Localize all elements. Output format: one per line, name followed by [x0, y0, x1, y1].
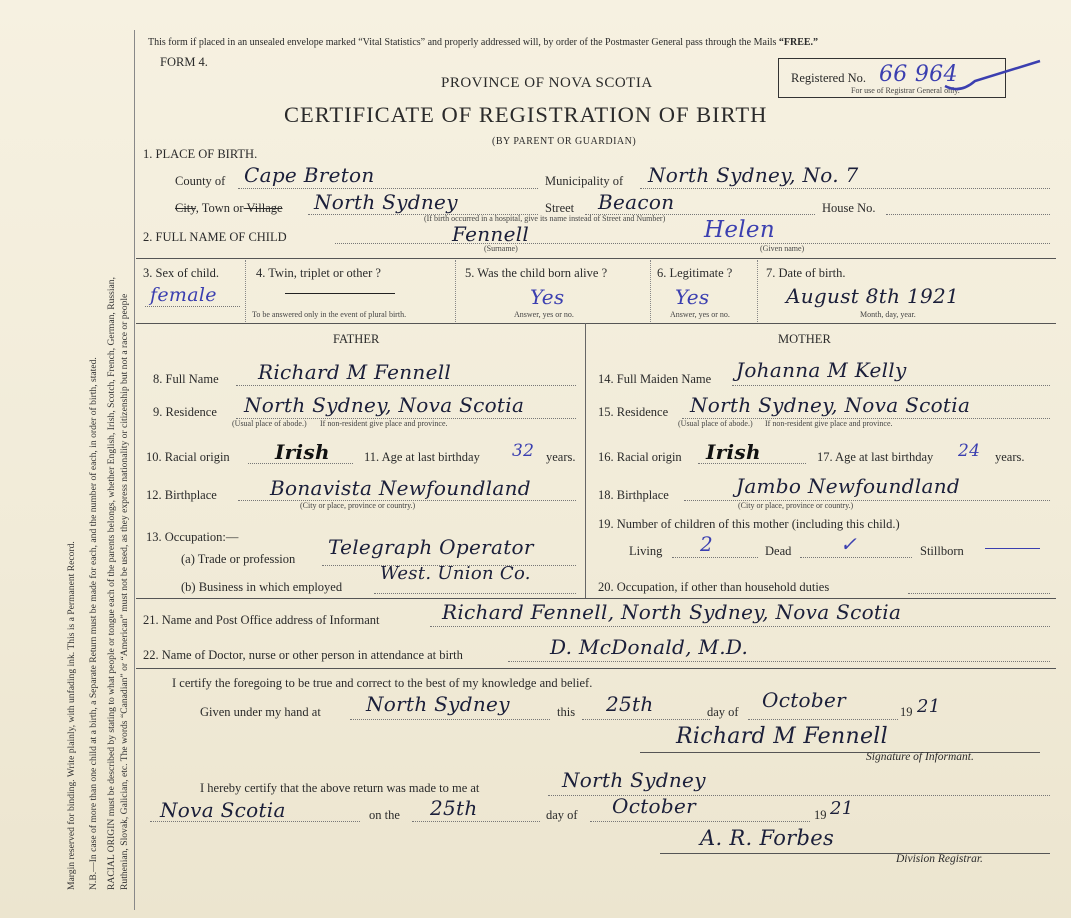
given-year-value: 21	[917, 696, 941, 717]
dead-value: ✓	[840, 532, 858, 556]
date-of-birth-value: August 8th 1921	[786, 284, 960, 308]
mother-birthplace-label: 18. Birthplace	[598, 488, 669, 502]
father-trade-value: Telegraph Operator	[328, 535, 534, 559]
given-year-prefix: 19	[900, 705, 913, 719]
father-name-label: 8. Full Name	[153, 372, 219, 386]
father-residence-label: 9. Residence	[153, 405, 217, 419]
street-label: Street	[545, 201, 575, 215]
stillborn-label: Stillborn	[920, 544, 964, 558]
legitimate-value: Yes	[675, 285, 710, 309]
stillborn-dash	[985, 548, 1040, 549]
child-name-heading: 2. FULL NAME OF CHILD	[143, 230, 287, 244]
margin-note-4: Ruthenian, Slovak, Galician, etc. The words “Canadian” or “American” must not be used, as they express nationality or citizenship but not a race or people	[119, 293, 130, 890]
sex-value: female	[150, 284, 217, 306]
registrar-signature: A. R. Forbes	[700, 826, 835, 850]
registrar-day-value: 25th	[430, 796, 478, 820]
mother-name-value: Johanna M Kelly	[736, 358, 907, 382]
registrar-use-note: For use of Registrar General only.	[851, 86, 960, 95]
father-nonres-caption: If non-resident give place and province.	[320, 419, 448, 428]
father-name-value: Richard M Fennell	[258, 360, 452, 384]
father-heading: FATHER	[333, 332, 380, 346]
given-day-of-label: day of	[707, 705, 739, 719]
date-of-birth-label: 7. Date of birth.	[766, 266, 846, 280]
living-label: Living	[629, 544, 663, 558]
child-surname: Fennell	[452, 222, 530, 246]
father-age-label: 11. Age at last birthday	[364, 450, 480, 464]
mother-racial-value: Irish	[706, 440, 761, 464]
street-value: Beacon	[598, 190, 675, 214]
mother-children-label: 19. Number of children of this mother (including this child.)	[598, 517, 900, 531]
municipality-label: Municipality of	[545, 174, 624, 188]
informant-signature: Richard M Fennell	[676, 724, 888, 749]
county-label: County of	[175, 174, 226, 188]
mother-birthplace-caption: (City or place, province or country.)	[738, 501, 854, 510]
mother-racial-label: 16. Racial origin	[598, 450, 682, 464]
father-business-value: West. Union Co.	[380, 563, 531, 584]
given-day-value: 25th	[606, 692, 654, 716]
date-of-birth-caption: Month, day, year.	[860, 310, 916, 319]
informant-label: 21. Name and Post Office address of Informant	[143, 613, 380, 627]
registrar-year-value: 21	[830, 798, 854, 819]
hospital-note: (If birth occurred in a hospital, give its name instead of Street and Number)	[424, 214, 666, 223]
province-heading: PROVINCE OF NOVA SCOTIA	[441, 75, 653, 91]
living-value: 2	[700, 532, 714, 556]
mother-residence-caption: (Usual place of abode.)	[678, 419, 753, 428]
signature-caption: Signature of Informant.	[866, 751, 974, 763]
dead-label: Dead	[765, 544, 792, 558]
father-trade-label: (a) Trade or profession	[181, 552, 296, 566]
town-value: North Sydney	[314, 190, 458, 214]
registered-number: 66 964	[879, 62, 958, 87]
given-place-value: North Sydney	[366, 692, 510, 716]
doctor-value: D. McDonald, M.D.	[550, 635, 749, 659]
father-occupation-label: 13. Occupation:—	[146, 530, 239, 544]
registrar-place2-value: Nova Scotia	[160, 798, 286, 822]
mother-years-label: years.	[995, 450, 1025, 464]
page-title: CERTIFICATE OF REGISTRATION OF BIRTH	[284, 102, 768, 127]
given-month-value: October	[762, 688, 846, 712]
mother-age-value: 24	[958, 441, 981, 461]
margin-rule	[134, 30, 135, 910]
house-number-label: House No.	[822, 201, 876, 215]
father-birthplace-value: Bonavista Newfoundland	[270, 476, 531, 500]
postal-note: This form if placed in an unsealed envelope marked “Vital Statistics” and properly addressed will, by order of the Postmaster General pass through the Mails “FREE.”	[148, 37, 819, 48]
twin-caption: To be answered only in the event of plural birth.	[252, 310, 407, 319]
mother-residence-value: North Sydney, Nova Scotia	[690, 393, 971, 417]
page-subtitle: (BY PARENT OR GUARDIAN)	[492, 136, 637, 147]
born-alive-label: 5. Was the child born alive ?	[465, 266, 608, 280]
father-business-label: (b) Business in which employed	[181, 580, 343, 594]
margin-note-2: N.B.—In case of more than one child at a birth, a Separate Return must be made for each, and the number of each, in order of birth, stated.	[88, 357, 99, 890]
margin-note-1: Margin reserved for binding. Write plainly, with unfading ink. This is a Permanent Record.	[66, 541, 77, 890]
mother-occupation-label: 20. Occupation, if other than household duties	[598, 580, 830, 594]
father-racial-label: 10. Racial origin	[146, 450, 230, 464]
father-residence-caption: (Usual place of abode.)	[232, 419, 307, 428]
mother-age-label: 17. Age at last birthday	[817, 450, 934, 464]
father-age-value: 32	[512, 441, 535, 461]
given-under-label: Given under my hand at	[200, 705, 321, 719]
parents-divider	[585, 323, 586, 598]
city-town-village-label: City, Town or Village	[175, 201, 283, 215]
checkmark-icon	[940, 56, 1050, 96]
registrar-on-the-label: on the	[369, 808, 400, 822]
informant-certify-text: I certify the foregoing to be true and correct to the best of my knowledge and belief.	[172, 676, 593, 690]
doctor-label: 22. Name of Doctor, nurse or other person in attendance at birth	[143, 648, 463, 662]
mother-residence-label: 15. Residence	[598, 405, 669, 419]
registrar-place-value: North Sydney	[562, 768, 706, 792]
born-alive-value: Yes	[530, 285, 565, 309]
registered-label: Registered No.	[791, 71, 866, 85]
father-racial-value: Irish	[275, 440, 330, 464]
county-value: Cape Breton	[244, 163, 375, 187]
form-number: FORM 4.	[160, 55, 208, 69]
registrar-certify-text: I hereby certify that the above return was made to me at	[200, 781, 480, 795]
mother-nonres-caption: If non-resident give place and province.	[765, 419, 893, 428]
registrar-month-value: October	[612, 794, 696, 818]
twin-value-dash	[285, 293, 395, 294]
registrar-day-of-label: day of	[546, 808, 578, 822]
legitimate-label: 6. Legitimate ?	[657, 266, 733, 280]
father-years-label: years.	[546, 450, 576, 464]
father-birthplace-label: 12. Birthplace	[146, 488, 217, 502]
municipality-value: North Sydney, No. 7	[648, 163, 859, 187]
margin-note-3: RACIAL ORIGIN must be described by stating to what people or tongue each of the parents belongs, whether English, Irish, Scotch, French, German, Russian,	[106, 277, 117, 890]
mother-heading: MOTHER	[778, 332, 831, 346]
legitimate-caption: Answer, yes or no.	[670, 310, 730, 319]
born-alive-caption: Answer, yes or no.	[514, 310, 574, 319]
informant-value: Richard Fennell, North Sydney, Nova Scotia	[442, 600, 902, 624]
twin-label: 4. Twin, triplet or other ?	[256, 266, 381, 280]
sex-label: 3. Sex of child.	[143, 266, 220, 280]
father-birthplace-caption: (City or place, province or country.)	[300, 501, 416, 510]
place-of-birth-heading: 1. PLACE OF BIRTH.	[143, 147, 258, 161]
given-name-caption: (Given name)	[760, 244, 805, 253]
surname-caption: (Surname)	[484, 244, 518, 253]
child-given-name: Helen	[704, 217, 775, 243]
mother-name-label: 14. Full Maiden Name	[598, 372, 712, 386]
father-residence-value: North Sydney, Nova Scotia	[244, 393, 525, 417]
this-label: this	[557, 705, 576, 719]
division-registrar-caption: Division Registrar.	[896, 853, 983, 865]
mother-birthplace-value: Jambo Newfoundland	[736, 474, 960, 498]
registrar-year-prefix: 19	[814, 808, 827, 822]
